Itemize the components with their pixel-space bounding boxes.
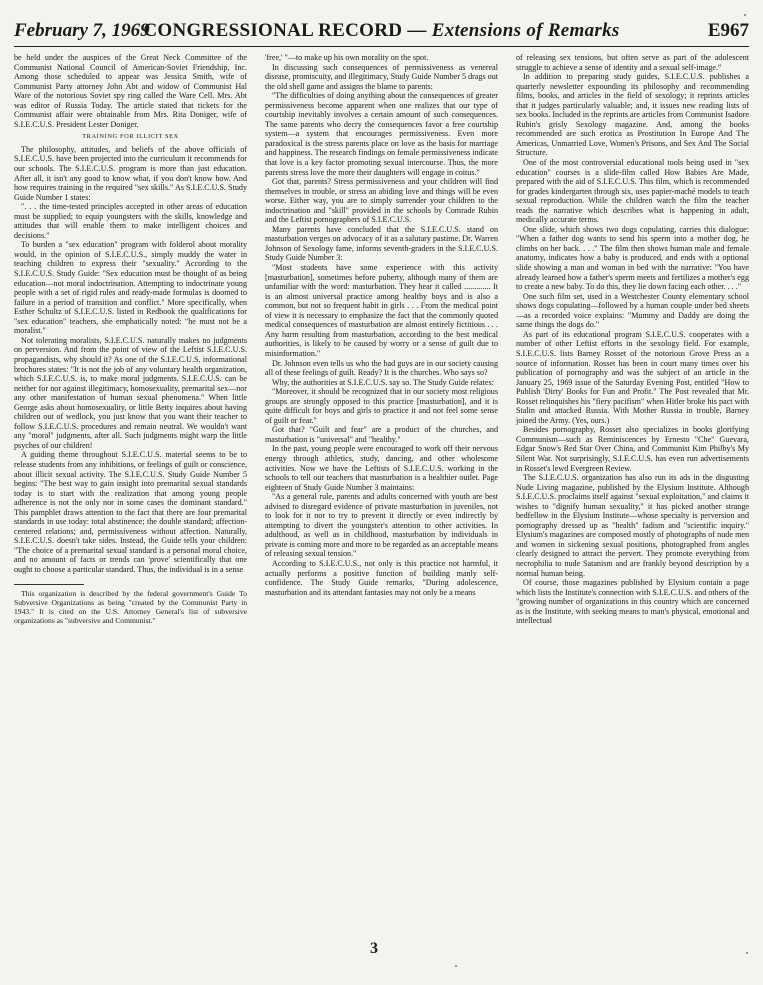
header-title (14, 20, 749, 42)
paragraph: Many parents have concluded that the S.I.E.C.U.S. stand on masturbation verges on advocacy of it as a salutary pastime. Dr. Warren Johnson of Sexology fame, informs seventh-graders in the S.I.E.C.U.S. Study Guide Number 3: (265, 224, 498, 263)
paragraph: In discussing such consequences of permissiveness as venereal disease, promiscuity, and illegitimacy, Study Guide Number 5 drags out the old shell game and assigns the blame to parents: (265, 62, 498, 91)
footnote-rule (14, 584, 84, 585)
footnote: This organization is described by the federal government's Guide To Subversive Organizations as being "created by the Communist Party in 1943." It is cited on the U.S. Attorney General's list of subversive organizations as "subversive and Communist." (14, 588, 247, 625)
scan-speck (746, 952, 748, 954)
header-title-section: Extensions of Remarks (431, 20, 620, 41)
paragraph: The philosophy, attitudes, and beliefs of the above officials of S.I.E.C.U.S. have been projected into the curriculum it recommends for our schools. The S.I.E.C.U.S. program is more than just education. After all, it isn't any good to know what, if you don't know how. And how requires training in the required "sex skills." As S.I.E.C.U.S. Study Guide Number 1 states: (14, 144, 247, 202)
quotation: "The difficulties of doing anything about the consequences of greater permissiveness become apparent when one realizes that our type of courtship inevitably involves a certain amount of such consequences. The same parents who decry the consequences favor a free courtship system—a system that encourages permissiveness. Even more paradoxical is the stress parents place on love as the basis for marriage and happiness. The research findings on female permissiveness indicate that love is a key factor promoting sexual intercourse. Thus, the more parents stress love the more their daughters will engage in coitus." (265, 91, 498, 177)
paragraph: Why, the authorities at S.I.E.C.U.S. say so. The Study Guide relates: (272, 377, 494, 387)
paragraph: 'free,' "—to make up his own morality on the spot. (265, 53, 429, 62)
column-1 (14, 53, 247, 958)
paragraph: One slide, which shows two dogs copulating, carries this dialogue: "When a father dog wants to send his sperm into a mother dog, he climbs on her back. . . ." The film then shows human male and female anatomy, indicates how a baby is produced, and ends with a optional slide showing a man and woman in bed with the narrative: "You have already learned how a father's sperm meets and fertilizes a mother's egg to create a new baby. To do this, they lie down facing each other. . . ." (516, 224, 749, 292)
paragraph: The S.I.E.C.U.S. organization has also run its ads in the disgusting Nude Living magazine, published by the Elysium Institute. Although S.I.E.C.U.S. proclaims itself against "sexual exploitation," and claims it wishes to "dignify human sexuality," it has picked another strange bedfellow in the Elysium Institute—whose specialty is perversion and pornography dressed up as "health" fadism and "scientific inquiry." Elysium's magazines are composed mostly of photographs of nude men and women in sickening sexual positions, photographed from angles clearly designed to attract the pervert. They promote everything from necrophilia to nude Satanism and are frankly beyond description by a normal human being. (516, 473, 749, 578)
header-page-number: E967 (707, 20, 749, 41)
paragraph: One of the most controversial educational tools being used in "sex education" courses is a slide-film called How Babies Are Made, prepared with the aid of S.I.E.C.U.S. This film, which is recommended for grades kindergarten through six, uses papier-maché models to teach sexual reproduction. While the children watch the film the teacher reads the narrative which describes what is happening in adult, medically accurate terms. (516, 158, 749, 225)
paragraph: Got that, parents? Stress permissiveness and your children will find themselves in trouble, or stress an abiding love and things will be even worse. Either way, you are to simply surrender your children to the indoctrination and "skill" provided in the schools by Comrade Rubin and the Leftist pornographers of S.I.E.C.U.S. (265, 177, 498, 225)
paragraph: Of course, those magazines published by Elysium contain a page which lists the Institute's connection with S.I.E.C.U.S. and others of the "growing number of organizations in this country which are concerned as is the Institute, with seeking means to man's physical, emotional and intellectual (516, 578, 749, 626)
column-2 (265, 53, 498, 958)
scan-speck (744, 14, 746, 16)
paragraph: In the past, young people were encouraged to work off their nervous energy through athletics, study, dancing, and other wholesome activities. Now we have the Leftists of S.I.E.C.U.S. working in the schools to tell our teachers that masturbation is a healthier outlet. Page eighteen of Study Guide Number 3 maintains: (265, 444, 498, 492)
paragraph: One such film set, used in a Westchester County elementary school shows dogs copulating—followed by a human couple under bed sheets—as a recorded voice explains: "Mummy and Daddy are doing the same things the dogs do." (516, 291, 749, 330)
paragraph: Not tolerating moralists, S.I.E.C.U.S. naturally makes no judgments on perversion. And from the point of view of the Leftist S.I.E.C.U.S. propagandists, why should it? As one of the S.I.E.C.U.S. informational brochures states: "It is not the job of any voluntary health organization, which S.I.E.C.U.S. is, to make moral judgments. S.I.E.C.U.S. can be neither for nor against illegitimacy, homosexuality, premarital sex—nor any other manifestation of human sexual phenomena." When little George asks about homosexuality, or little Betty inquires about having children out of wedlock, you just know that you want their teacher to follow S.I.E.C.U.S. procedures and remain neutral. We wouldn't want any "moral" judgments, after all. Such judgments might warp the little psyches of our children! (14, 335, 247, 450)
quotation: "Moreover, it should be recognized that in our society most religious groups are strongly opposed to this practice [masturbation], and it is quite difficult for boys and girls to practice it and not feel some sense of guilt or fear." (265, 387, 498, 425)
paragraph: According to S.I.E.C.U.S., not only is this practice not harmful, it actually performs a positive function of building manly self-confidence. The Study Guide remarks, "During adolescence, masturbation and its attendant fantasies may not only be a means (265, 558, 498, 597)
paragraph: To burden a "sex education" program with folderol about morality would, in the opinion of S.I.E.C.U.S., simply muddy the water in teaching children to express their "sexuality." According to the S.I.E.C.U.S. Study Guide: "Sex education must be thought of as being education—not moral indoctrination. Attempting to indoctrinate young people with a set of rigid rules and ready-made formulas is doomed to failure in a period of transition and conflict." More specifically, when Esther Schultz of S.I.E.C.U.S. listed in Redbook the qualifications for "sex education" teachers, she emphatically noted: "he must not be a moralist." (14, 240, 247, 336)
column-3 (516, 53, 749, 958)
paragraph: Got that? "Guilt and fear" are a product of the churches, and masturbation is "universal" and "healthy." (265, 425, 498, 444)
quotation: "As a general rule, parents and adults concerned with youth are best advised to disregard evidence of private masturbation in juveniles, not to look for it nor to try to prevent it directly or even indirectly by attempting to divert the youngster's attention to other activities. In adulthood, as well as in childhood, masturbation by individuals in private is coming more and more to be regarded as an acceptable means of releasing sexual tension." (265, 492, 498, 559)
quotation: ". . . the time-tested principles accepted in other areas of education must be supplied; to equip youngsters with the skills, knowledge and attitudes that will enable them to make intelligent choices and decisions." (14, 202, 247, 240)
paragraph: As part of its educational program S.I.E.C.U.S. cooperates with a number of other Leftist efforts in the sexology field. For example, S.I.E.C.U.S. lists Barney Rosset of the notorious Grove Press as a source of information. Rosset has been in court many times over his publication of pornography and was the subject of an article in the January 25, 1969 issue of the Saturday Evening Post, entitled "How to Publish 'Dirty' Books for Fun and Profit." The Post revealed that Mr. Rosset relinquishes his "fiery pacifism" when Hitler broke his pact with Stalin and attacked Russia. With Mother Russia in trouble, Barney joined the Army. (Yes, ours.) (516, 329, 749, 425)
section-heading: TRAINING FOR ILLICIT SEX (82, 133, 179, 141)
paragraph: be held under the auspices of the Great Neck Committee of the Communist National Council of American-Soviet Friendship, Inc. Among those scheduled to appear was Jessica Smith, wife of Communist Party attorney John Abt and widow of Communist Hal Ware of the notorious Soviet spy ring called the Ware Cell. Mrs. Abt was editor of Russia Today. The article stated that tickets for the Communist affair were obtainable from Mrs. Rita Doniger, wife of S.I.E.C.U.S. President Lester Doniger. (14, 53, 247, 129)
paragraph: In addition to preparing study guides, S.I.E.C.U.S. publishes a quarterly newsletter expounding its philosophy and recommending films, books, and articles in the field of sexology; it reprints articles that it judges particularly valuable; and, it issues new reading lists of sex books. Included in the reprints are articles from Communist Isadore Rubin's grisly Sexology magazine. And, among the books recommended are such erotica as Prostitution In Europe And The Americas, Unmarried Love, Women's Prisons, and Sex And The Social Structure. (516, 72, 749, 158)
scan-speck (455, 965, 457, 967)
paragraph: A guiding theme throughout S.I.E.C.U.S. material seems to be to release students from any inhibitions, or feelings of guilt or conscience, about illicit sexual activity. The S.I.E.C.U.S. Study Guide Number 5 begins: "The best way to gain insight into premarital sexual standards today is to start with the realization that among young people adherence is not the only nor in some cases the dominant standard." This pamphlet draws attention to the fact that there are four premarital standards in use today: total abstinence; the double standard; affection-centered relations; and, permissiveness without affection. Naturally, S.I.E.C.U.S. doesn't take sides. Instead, the Guide tells your children: "The choice of a premarital sexual standard is a personal moral choice, and no amount of facts or trends can 'prove' scientifically that one ought to choose a particular standard. Thus, the individual is in a sense (14, 450, 247, 574)
paragraph: of releasing sex tensions, but often serve as part of the adolescent struggle to achieve a sense of identity and a sexual self-image." (516, 53, 749, 72)
header-title-separator: — (407, 20, 427, 41)
handwritten-page-mark: 3 (370, 940, 378, 957)
paragraph: Besides pornography, Rosset also specializes in books glorifying Communism—such as Reminiscences by Ernesto "Che" Guevara, Edgar Snow's Red Star Over China, and Communist Kim Philby's My Silent War. Not surprisingly, S.I.E.C.U.S. has even run advertisements in Rosset's lewd Evergreen Review. (516, 425, 749, 473)
quotation: "Most students have some experience with this activity [masturbation], sometimes before puberty, although many of them are unfamiliar with the word: masturbation. They hear it called ............. It is an almost universal practice among healthy boys and is also a common, but not so frequent habit in girls . . . From the medical point of view it is necessary to emphasize the fact that the commonly quoted medical consequences of masturbation are almost entirely fictitious . . . Any harm resulting from masturbation, according to the best medical authorities, is likely to be caused by worry or a sense of guilt due to misinformation." (265, 263, 498, 358)
header-title-main: CONGRESSIONAL RECORD (143, 20, 403, 41)
paragraph: Dr. Johnson even tells us who the bad guys are in our society causing all of these feelings of guilt. Ready? It is the churches. Who says so? (265, 358, 498, 378)
page-header (14, 20, 749, 47)
header-date: February 7, 1969 (14, 20, 150, 41)
